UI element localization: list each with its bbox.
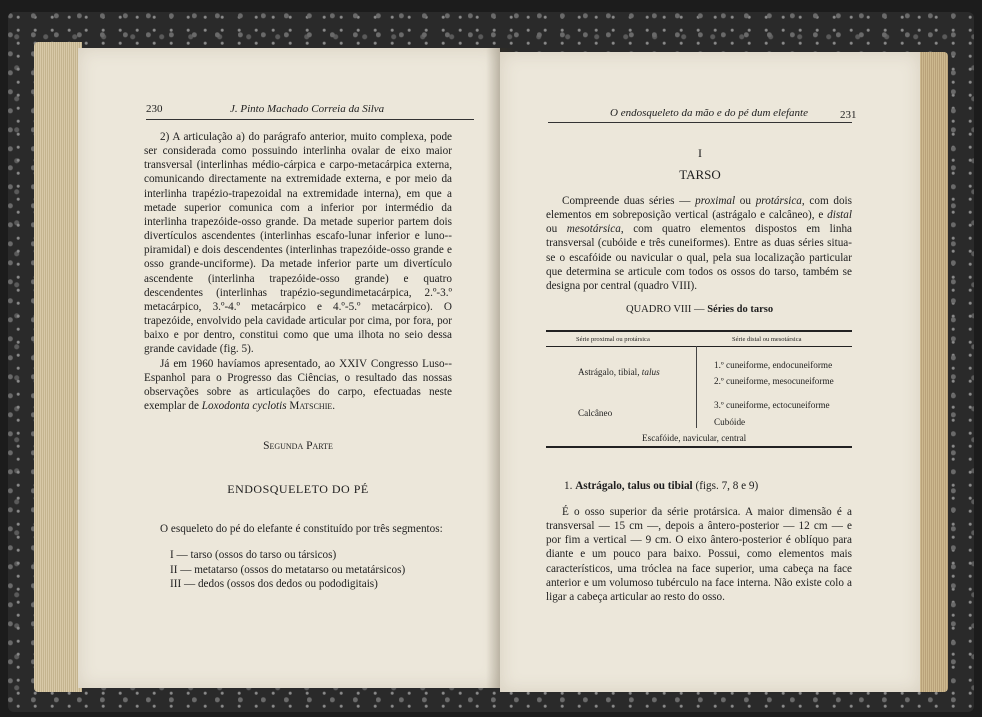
segment-list xyxy=(170,548,405,592)
tarso-text-b: , com dois elementos em sobreposição vertical (astrágalo e calcâneo), e xyxy=(546,195,853,222)
tarso-series-table xyxy=(546,330,852,448)
term-proximal: proximal xyxy=(695,195,736,207)
subsection-number: 1. xyxy=(564,480,573,492)
right-header-rule xyxy=(548,122,852,123)
table-footer-escafoide: Escafóide, navicular, central xyxy=(642,433,747,443)
term-mesotarsica: mesotársica xyxy=(566,223,621,236)
page-edges-right xyxy=(918,52,948,692)
intro-line: O esqueleto do pé do elefante é constituído por três segmentos: xyxy=(160,523,443,535)
section-roman-numeral: I xyxy=(698,146,702,160)
page-edges-left xyxy=(34,42,82,692)
species-author: Matschie xyxy=(289,399,333,412)
segment-item-metatarso: II — metatarso (ossos do metatarso ou metatársicos) xyxy=(170,563,406,576)
tarso-paragraph xyxy=(546,194,852,293)
subsection-figure-ref: (figs. 7, 8 e 9) xyxy=(692,480,759,492)
left-body-text xyxy=(144,130,452,413)
left-header-rule xyxy=(146,119,474,120)
tarso-text-c: , com quatro elementos dispostos em linha transversal (cubóide e três cuneiformes). Entre as duas séries situa-se o escafóide ou navicular o qual, pela sua localização particular que determina se articule com todos os ossos do tarso, também se designa por central (quadro VIII). xyxy=(546,223,852,292)
tarso-text-or1: ou xyxy=(735,195,756,207)
left-page-number: 230 xyxy=(146,103,163,115)
paragraph-congress xyxy=(144,357,452,414)
chapter-heading: ENDOSQUELETO DO PÉ xyxy=(227,482,369,496)
astragalo-paragraph-text: É o osso superior da série protársica. A maior dimensão é a transversal — 15 cm —, depois a ântero-posterior — 12 cm — e por fim a vertical — 9 cm. O eixo ântero-posterior é oblíquo para diante e um pouco para baixo. Possui, como elementos mais característicos, uma tróclea na face superior, uma cabeça na face anterior e um volumoso tubérculo na face interna. Não existe colo a ligar a cabeça articular ao resto do osso. xyxy=(546,506,852,603)
left-running-head: J. Pinto Machado Correia da Silva xyxy=(230,103,385,115)
subsection-heading xyxy=(564,480,758,492)
table-top-rule xyxy=(546,330,852,332)
table-header-distal: Série distal ou mesotársica xyxy=(732,336,802,343)
table-cell-cuneiform-2: 2.º cuneiforme, mesocuneiforme xyxy=(714,376,834,386)
tarso-text-a: Compreende duas séries — xyxy=(562,195,696,207)
table-caption xyxy=(626,304,773,315)
segment-item-dedos: III — dedos (ossos dos dedos ou pododigitais) xyxy=(170,578,378,590)
tarso-text-or2: ou xyxy=(546,223,567,236)
table-caption-title: Séries do tarso xyxy=(707,304,774,315)
part-heading: Segunda Parte xyxy=(263,440,333,452)
table-cell-cuneiform-3: 3.º cuneiforme, ectocuneiforme xyxy=(714,400,830,410)
paragraph-articulation: 2) A articulação a) do parágrafo anterior, muito complexa, pode ser considerada como possuindo interlinha ovalar de eixo maior transversal (interlinhas médio-cárpica e carpo-metacárpica externa, comunicando directamente na extremidade externa, e por meio da interlinha trapézio-trapezoidal na extremidade interna), em que a metade superior comunica com a inferior por intermédio da interlinha trapezóide-osso grande. Da metade superior partem dois divertículos ascendentes (interlinhas escafo-lunar inferior e luno--piramidal) e dois descendentes (interlinhas trapezóide-osso grande e osso grande-unciforme). Da metade inferior parte um divertículo ascendente (interlinha trapezóide-osso grande) e quatro descendentes (interlinhas trapézio-segundimetacárpica, 2.º-3.º metacárpico, 3.º-4.º metacárpico e 4.º-5.º metacárpico). O trapezóide, envolvido pela cavidade articular por cima, por fora, por baixo e por dentro, constitui como que uma ilhota no seio dessa grande cavidade (fig. 5). xyxy=(144,131,452,356)
astragalo-paragraph xyxy=(546,505,852,604)
segment-item-tarso: I — tarso (ossos do tarso ou társicos) xyxy=(170,549,337,561)
table-bottom-rule xyxy=(546,446,852,448)
table-cell-astragalo xyxy=(578,367,660,377)
term-protarsica: protársica xyxy=(755,195,802,207)
right-page-number: 231 xyxy=(840,109,857,121)
talus-text: talus xyxy=(641,367,660,377)
table-cell-cuneiform-1: 1.º cuneiforme, endocuneiforme xyxy=(714,360,833,370)
section-title: TARSO xyxy=(679,167,721,182)
term-distal: distal xyxy=(827,209,852,222)
subsection-title: Astrágalo, talus ou tibial xyxy=(575,480,693,492)
table-cell-calcaneo: Calcâneo xyxy=(578,408,613,418)
left-page xyxy=(78,48,500,688)
paragraph-congress-end: . xyxy=(332,399,336,412)
table-header-proximal: Série proximal ou protársica xyxy=(576,336,650,343)
species-name: Loxodonta cyclotis xyxy=(201,399,287,412)
table-column-divider xyxy=(696,346,697,428)
table-caption-label: QUADRO VIII — xyxy=(626,304,708,315)
table-cell-cuboide: Cubóide xyxy=(714,417,746,427)
paragraph-congress-text: Já em 1960 havíamos apresentado, ao XXIV Congresso Luso--Espanhol para o Progresso das Ciências, o resultado das nossas observações sobre as articulações do carpo, efectuadas neste exemplar de xyxy=(144,357,452,412)
table-header-rule xyxy=(546,346,852,347)
right-page xyxy=(500,52,920,692)
right-running-head: O endosqueleto da mão e do pé dum elefante xyxy=(610,107,808,119)
astragalo-text: Astrágalo, tibial, xyxy=(578,367,642,377)
